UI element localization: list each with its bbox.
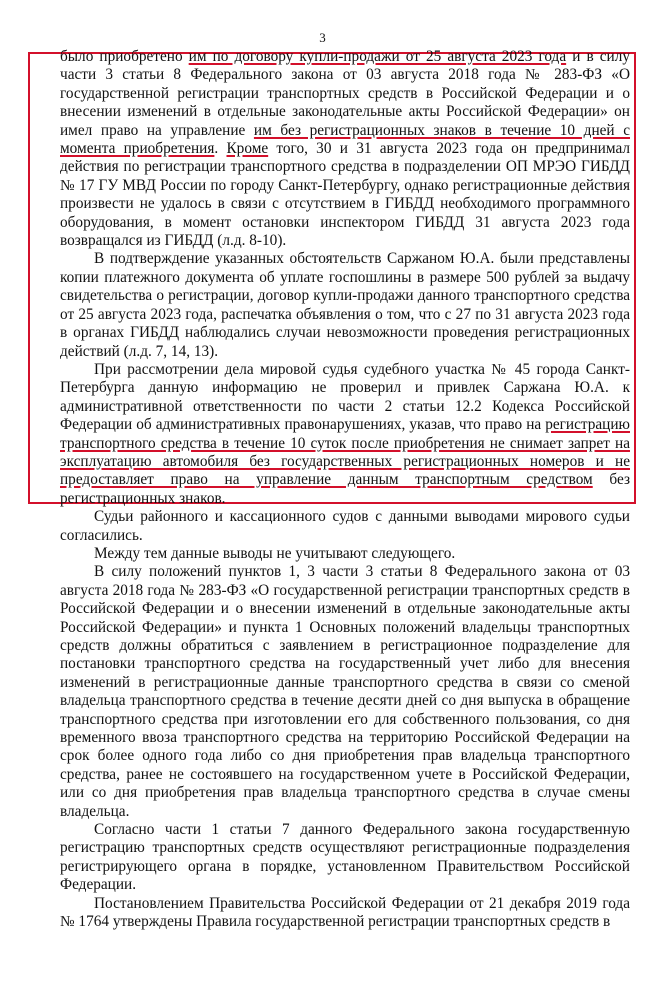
- paragraph-4: Судьи районного и кассационного судов с данными выводами мирового судьи согласились.: [60, 508, 630, 544]
- paragraph-3: При рассмотрении дела мировой судья судебного участка № 45 города Санкт-Петербурга данную информацию не проверил и привлек Саржана Ю.А. к административной ответственности по части 2 статьи 12.2 Кодекса Российской Федерации об административных правонарушениях, указав, что право на регистрацию транспортного средства в течение 10 суток после приобретения не снимает запрет на эксплуатацию автомобиля без государственных регистрационных номеров и не предоставляет право на управление данным транспортным средством без регистрационных знаков.: [60, 360, 630, 507]
- paragraph-6: В силу положений пунктов 1, 3 части 3 статьи 8 Федерального закона от 03 августа 2018 года № 283-ФЗ «О государственной регистрации транспортных средств в Российской Федерации и о внесении изменений в отдельные законодательные акты Российской Федерации» и пункта 1 Основных положений владельцы транспортных средств должны обратиться с заявлением в регистрационное подразделение для постановки транспортного средства на государственный учет либо для внесения изменений в регистрационные данные транспортного средства в связи со сменой владельца транспортного средства в течение десяти дней со дня выпуска в обращение транспортного средства при изготовлении его для собственного пользования, со дня временного ввоза транспортного средства на территорию Российской Федерации на срок более одного года либо со дня приобретения прав владельца транспортного средства, ранее не состоявшего на государственном учете в Российской Федерации, или со дня приобретения прав владельца транспортного средства в случае смены владельца.: [60, 563, 630, 820]
- paragraph-5: Между тем данные выводы не учитывают следующего.: [94, 544, 456, 562]
- page-number: 3: [319, 30, 326, 45]
- paragraph-2: В подтверждение указанных обстоятельств Саржаном Ю.А. были представлены копии платежного документа об уплате госпошлины в размере 500 рублей за выдачу свидетельства о регистрации, договор купли-продажи данного транспортного средства от 25 августа 2023 года, распечатка объявления о том, что с 27 по 31 августа 2023 года в органах ГИБДД наблюдались случаи невозможности проведения регистрационных действий (л.д. 7, 14, 13).: [60, 250, 630, 360]
- underlined-phrase: им по договору купли-продажи от 25 августа 2023 года: [188, 48, 567, 65]
- paragraph-1: было приобретено им по договору купли-продажи от 25 августа 2023 года и в силу части 3 статьи 8 Федерального закона от 03 августа 2018 года № 283-ФЗ «О государственной регистрации транспортных средств в Российской Федерации и о внесении изменений в отдельные законодательные акты Российской Федерации» он имел право на управление им без регистрационных знаков в течение 10 дней с момента приобретения. Кроме того, 30 и 31 августа 2023 года он предпринимал действия по регистрации транспортного средства в подразделении ОП МРЭО ГИБДД № 17 ГУ МВД России по городу Санкт-Петербургу, однако регистрационные действия произвести не удалось в связи с отсутствием в ГИБДД необходимого программного оборудования, в момент остановки инспектором ГИБДД 31 августа 2023 года возвращался из ГИБДД (л.д. 8-10).: [60, 48, 630, 250]
- underlined-phrase: регистрацию транспортного средства в течение 10 суток после приобретения не снимает запрет на эксплуатацию автомобиля без государственных регистрационных номеров и не предоставляет право на управление данным транспортным средством: [60, 416, 630, 489]
- paragraph-8: Постановлением Правительства Российской Федерации от 21 декабря 2019 года № 1764 утверждены Правила государственной регистрации транспортных средств в: [60, 894, 630, 931]
- paragraph-7: Согласно части 1 статьи 7 данного Федерального закона государственную регистрацию транспортных средств осуществляют регистрационные подразделения регистрирующего органа в порядке, установленном Правительством Российской Федерации.: [60, 821, 630, 894]
- document-body: [60, 48, 630, 932]
- underlined-phrase: Кроме: [226, 140, 269, 158]
- underlined-phrase: им без регистрационных знаков в течение 10 дней с момента приобретения: [60, 121, 630, 158]
